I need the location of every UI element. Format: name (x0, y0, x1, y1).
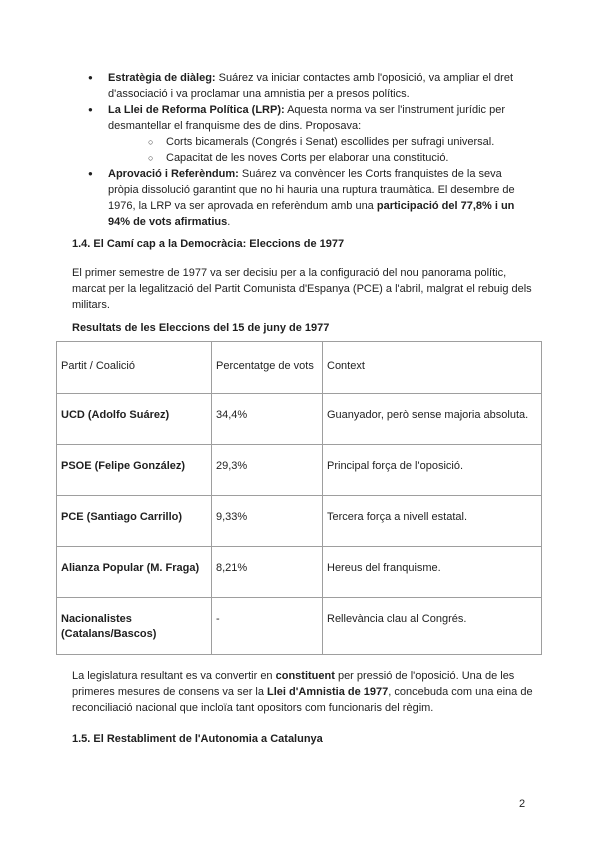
section-heading-1-5: 1.5. El Restabliment de l'Autonomia a Catalunya (72, 733, 323, 745)
section-paragraph: El primer semestre de 1977 va ser decisiu per a la configuració del nou panorama polític, marcat per la legalització del Partit Comunista d'Espanya (PCE) a l'abril, malgrat el rebuig dels militars. (72, 267, 532, 311)
cell-percent: 29,3% (212, 445, 323, 496)
table-row (57, 598, 542, 655)
sub-list-item: ○ Capacitat de les noves Corts per elaborar una constitució. (148, 150, 528, 166)
page-number: 2 (519, 798, 526, 810)
results-table (56, 341, 542, 655)
cell-context: Tercera força a nivell estatal. (323, 496, 542, 547)
header-context: Context (323, 342, 542, 394)
bullet-term: Aprovació i Referèndum: (108, 168, 239, 180)
bullet-term: La Llei de Reforma Política (LRP): (108, 104, 285, 116)
cell-percent: 8,21% (212, 547, 323, 598)
table-row (57, 445, 542, 496)
bullet-term: Estratègia de diàleg: (108, 72, 216, 84)
cell-percent: 9,33% (212, 496, 323, 547)
cell-context: Guanyador, però sense majoria absoluta. (323, 394, 542, 445)
cell-party: PSOE (Felipe González) (57, 445, 212, 496)
table-row (57, 496, 542, 547)
list-item (88, 166, 528, 230)
bullet-text: Aquesta norma va ser l'instrument jurídic per desmantellar el franquisme des de dins. Proposava: (108, 104, 506, 132)
bullet-list (88, 70, 528, 230)
list-item (88, 70, 528, 102)
cell-context: Rellevància clau al Congrés. (323, 598, 542, 655)
closing-emphasis: Llei d'Amnistia de 1977 (267, 686, 389, 698)
closing-paragraph (72, 668, 540, 716)
bullet-text: Suárez va convèncer les Corts franquistes de la seva pròpia dissolució garantint que no hi hauria una ruptura traumàtica. El desembre de 1976, la LRP va ser aprovada en referèndum amb una (108, 168, 515, 212)
cell-party: Alianza Popular (M. Fraga) (57, 547, 212, 598)
header-party: Partit / Coalició (57, 342, 212, 394)
table-row (57, 547, 542, 598)
table-header-row (57, 342, 542, 394)
list-item (88, 102, 528, 166)
bullet-text: Suárez va iniciar contactes amb l'oposició, va ampliar el dret d'associació i va proclamar una amnistia per a presos polítics. (108, 72, 513, 100)
cell-party: Nacionalistes (Catalans/Bascos) (57, 598, 212, 655)
table-row (57, 394, 542, 445)
cell-party: PCE (Santiago Carrillo) (57, 496, 212, 547)
cell-context: Hereus del franquisme. (323, 547, 542, 598)
cell-percent: 34,4% (212, 394, 323, 445)
section-heading-1-4: 1.4. El Camí cap a la Democràcia: Eleccions de 1977 (72, 238, 345, 250)
sub-list (108, 134, 528, 166)
sub-list-item: ○ Corts bicamerals (Congrés i Senat) escollides per sufragi universal. (148, 134, 528, 150)
closing-text: La legislatura resultant es va convertir en (72, 670, 276, 682)
closing-emphasis: constituent (275, 670, 335, 682)
closing-text: , concebuda com una eina de reconciliació nacional que incloïa tant opositors com funcionaris del règim. (72, 686, 533, 714)
cell-context: Principal força de l'oposició. (323, 445, 542, 496)
bullet-tail: . (227, 216, 231, 228)
cell-party: UCD (Adolfo Suárez) (57, 394, 212, 445)
bullet-emphasis: participació del 77,8% i un 94% de vots afirmatius (108, 200, 515, 228)
closing-text: per pressió de l'oposició. Una de les primeres mesures de consens va ser la (72, 670, 515, 698)
table-title: Resultats de les Eleccions del 15 de juny de 1977 (72, 322, 330, 334)
cell-percent: - (212, 598, 323, 655)
header-percent: Percentatge de vots (212, 342, 323, 394)
